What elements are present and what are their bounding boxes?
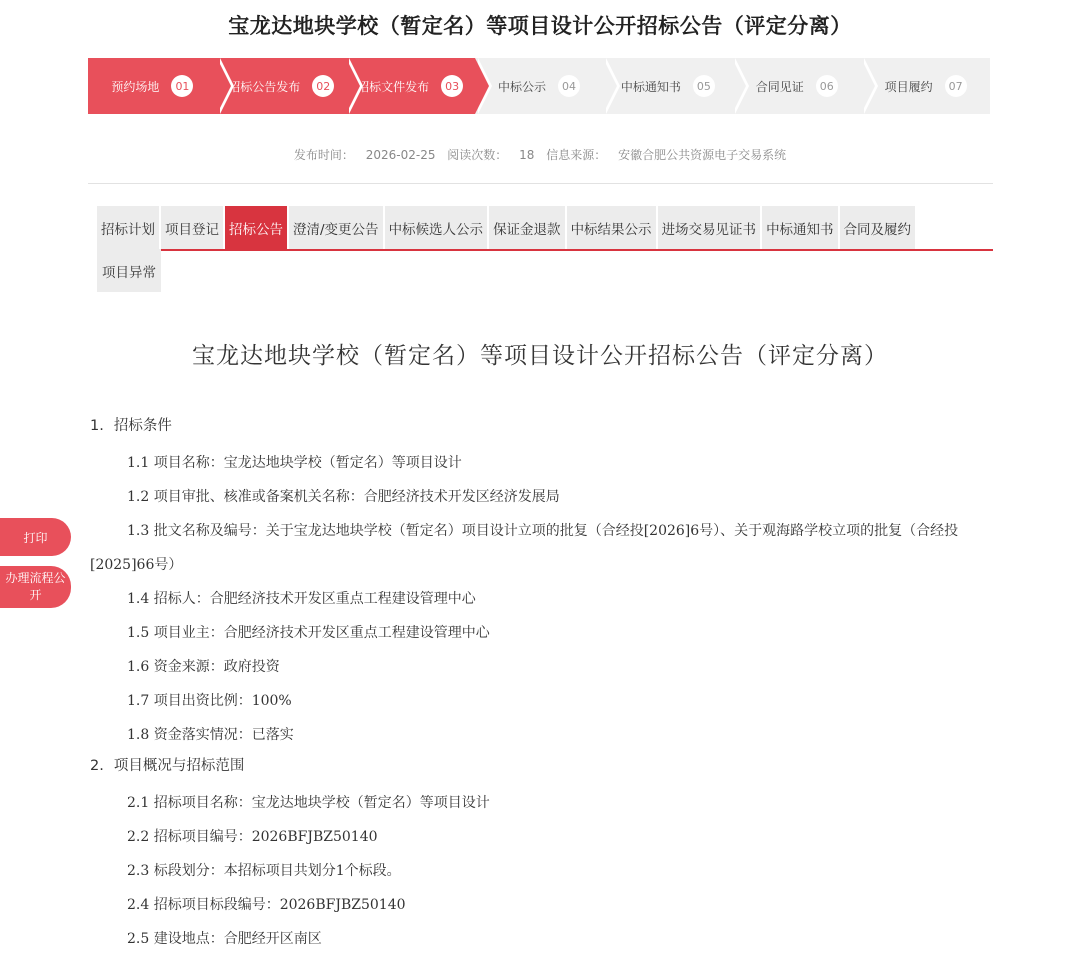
source-label: 信息来源：	[546, 148, 607, 162]
section-heading	[90, 752, 990, 786]
step-arrow-icon	[861, 58, 875, 114]
list-item: 1.1 项目名称：宝龙达地块学校（暂定名）等项目设计	[127, 455, 462, 471]
step-number: 06	[816, 75, 838, 97]
list-item: 1.7 项目出资比例：100%	[127, 693, 292, 709]
step-label: 中标公示	[498, 79, 547, 94]
print-button[interactable]: 打印	[0, 518, 71, 556]
section-title: 招标条件	[113, 418, 172, 434]
tab-award-result[interactable]: 中标结果公示	[567, 206, 656, 249]
step-arrow-icon	[603, 58, 617, 114]
section-number: 2.	[90, 758, 104, 774]
step-number: 01	[171, 75, 193, 97]
list-item: 2.3 标段划分：本招标项目共划分1个标段。	[127, 863, 401, 879]
tab-transaction-certificate[interactable]: 进场交易见证书	[658, 206, 761, 249]
list-item: 1.6 资金来源：政府投资	[127, 659, 280, 675]
tab-candidate-notice[interactable]: 中标候选人公示	[385, 206, 488, 249]
list-item: 2.4 招标项目标段编号：2026BFJBZ50140	[127, 897, 406, 913]
tab-bid-announcement[interactable]: 招标公告	[225, 206, 287, 249]
tab-deposit-refund[interactable]: 保证金退款	[489, 206, 565, 249]
step-label: 招标文件发布	[357, 79, 430, 94]
tab-award-letter[interactable]: 中标通知书	[762, 206, 838, 249]
tab-registration[interactable]: 项目登记	[161, 206, 223, 249]
process-disclosure-button[interactable]: 办理流程公开	[0, 566, 71, 608]
divider	[88, 183, 993, 184]
document-body	[90, 412, 990, 956]
section-title: 项目概况与招标范围	[113, 758, 245, 774]
tab-bar	[97, 206, 993, 292]
section-heading	[90, 412, 990, 446]
progress-steps	[88, 58, 990, 114]
step-tender-docs[interactable]	[346, 58, 475, 114]
article-meta	[0, 146, 1080, 163]
list-item: 2.5 建设地点：合肥经开区南区	[127, 931, 322, 947]
step-booking[interactable]	[88, 58, 217, 114]
section-number: 1.	[90, 418, 104, 434]
step-number: 03	[441, 75, 463, 97]
step-arrow-icon	[346, 58, 360, 114]
step-arrow-icon	[475, 58, 489, 114]
step-number: 04	[558, 75, 580, 97]
step-label: 预约场地	[111, 79, 160, 94]
list-item: 1.3 批文名称及编号：关于宝龙达地块学校（暂定名）项目设计立项的批复（合经投[2026]6号）、关于观海路学校立项的批复（合经投[2025]66号）	[90, 523, 959, 573]
step-award-letter[interactable]	[603, 58, 732, 114]
step-label: 项目履约	[884, 79, 933, 94]
page-title: 宝龙达地块学校（暂定名）等项目设计公开招标公告（评定分离）	[228, 14, 852, 38]
list-item: 2.1 招标项目名称：宝龙达地块学校（暂定名）等项目设计	[127, 795, 490, 811]
step-arrow-icon	[217, 58, 231, 114]
step-label: 合同见证	[755, 79, 804, 94]
step-announcement[interactable]	[217, 58, 346, 114]
step-performance[interactable]	[861, 58, 990, 114]
document-title: 宝龙达地块学校（暂定名）等项目设计公开招标公告（评定分离）	[192, 343, 888, 369]
list-item: 1.4 招标人：合肥经济技术开发区重点工程建设管理中心	[127, 591, 476, 607]
step-contract[interactable]	[732, 58, 861, 114]
publish-label: 发布时间：	[293, 148, 354, 162]
views-count: 18	[519, 148, 535, 162]
views-label: 阅读次数：	[447, 148, 508, 162]
step-arrow-icon	[732, 58, 746, 114]
list-item: 2.2 招标项目编号：2026BFJBZ50140	[127, 829, 378, 845]
tab-bid-plan[interactable]: 招标计划	[97, 206, 159, 249]
tab-project-exception[interactable]: 项目异常	[97, 249, 161, 292]
list-item: 1.8 资金落实情况：已落实	[127, 727, 294, 743]
step-number: 05	[693, 75, 715, 97]
step-number: 02	[312, 75, 334, 97]
step-label: 中标通知书	[620, 79, 681, 94]
publish-date: 2026-02-25	[365, 148, 436, 162]
source-name: 安徽合肥公共资源电子交易系统	[618, 148, 787, 162]
step-label: 招标公告发布	[228, 79, 301, 94]
tab-contract[interactable]: 合同及履约	[840, 206, 916, 249]
step-award-notice[interactable]	[475, 58, 604, 114]
tab-clarification[interactable]: 澄清/变更公告	[289, 206, 383, 249]
step-number: 07	[945, 75, 967, 97]
list-item: 1.2 项目审批、核准或备案机关名称：合肥经济技术开发区经济发展局	[127, 489, 560, 505]
list-item: 1.5 项目业主：合肥经济技术开发区重点工程建设管理中心	[127, 625, 490, 641]
